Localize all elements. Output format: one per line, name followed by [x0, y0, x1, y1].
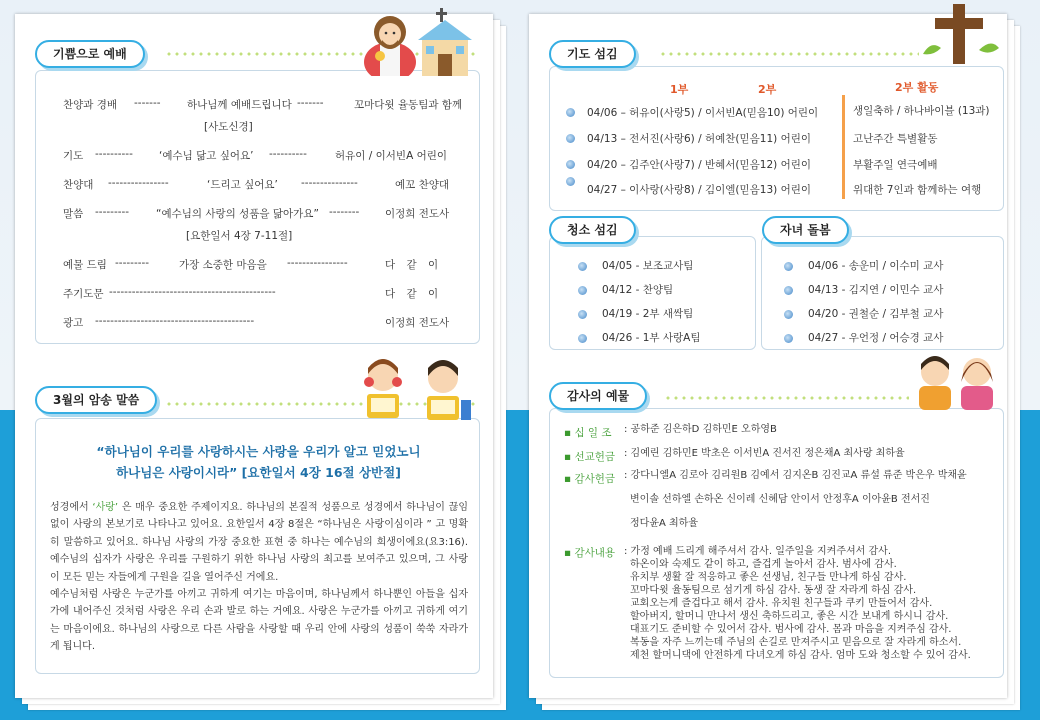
- bullet-icon: [566, 177, 575, 186]
- row-dashes: ----------------: [287, 257, 348, 269]
- jesus-church-illustration: [360, 4, 480, 76]
- column-head-1bu: 1부: [670, 83, 689, 96]
- worship-order-box: [35, 70, 480, 344]
- row-leader: 예꼬 찬양대: [395, 179, 450, 191]
- cross-illustration: [917, 4, 1003, 64]
- bullet-icon: [784, 334, 793, 343]
- row-content: ‘예수님 닮고 싶어요’: [159, 150, 254, 162]
- kids-reading-illustration: [357, 354, 477, 422]
- sermon-reference: [요한일서 4장 7-11절]: [186, 230, 293, 242]
- row-leader: 이정희 전도사: [385, 208, 450, 220]
- row-label: 찬양대: [63, 179, 94, 191]
- thanks-content-list: [624, 545, 971, 662]
- cleaning-box: [549, 236, 756, 350]
- thanks-names: 정다윤A 최하율: [630, 518, 698, 529]
- row-label: 찬양과 경배: [63, 99, 118, 111]
- row-leader: 꼬마다윗 율동팀과 함께: [354, 99, 463, 111]
- bullet-icon: [566, 160, 575, 169]
- prayer-activity: 고난주간 특별활동: [853, 133, 938, 145]
- row-dashes: ---------------: [301, 177, 358, 189]
- worship-section-title: 기쁨으로 예배: [35, 40, 145, 68]
- row-leader: 이정희 전도사: [385, 317, 450, 329]
- column-divider: [842, 95, 845, 199]
- verse-box: [35, 418, 480, 674]
- praying-kids-illustration: [911, 352, 1001, 410]
- bullet-icon: [566, 134, 575, 143]
- verse-section-title: 3월의 암송 말씀: [35, 386, 157, 414]
- prayer-box: [549, 66, 1004, 211]
- cleaning-item: 04/19 - 2부 새싹팀: [602, 308, 694, 320]
- row-dashes: ----------------: [108, 177, 169, 189]
- cleaning-item: 04/05 - 보조교사팀: [602, 260, 694, 272]
- right-page: [529, 14, 1007, 698]
- care-item: 04/13 - 김지연 / 이민수 교사: [808, 284, 944, 296]
- row-dashes: ---------: [115, 257, 150, 269]
- thanks-line: 하온이와 숙제도 같이 하고, 즐겁게 놀아서 감사. 범사에 감사.: [630, 559, 897, 570]
- row-label: 예물 드림: [63, 259, 107, 271]
- verse-explanation: [50, 499, 468, 656]
- thanks-line: 교회오는게 즐겁다고 해서 감사. 유치원 친구들과 쿠키 만들어서 감사.: [630, 598, 933, 609]
- row-dashes: ------------------------------------------: [95, 315, 255, 327]
- offering-box: [549, 408, 1004, 678]
- care-item: 04/27 - 우언정 / 어승경 교사: [808, 332, 944, 344]
- row-content: ‘드리고 싶어요’: [207, 179, 278, 191]
- offering-section-title: 감사의 예물: [549, 382, 647, 410]
- thanks-line: 제천 할머니댁에 안전하게 다녀오게 하심 감사. 엄마 도와 청소할 수 있어 감사.: [630, 650, 971, 661]
- care-box: [761, 236, 1004, 350]
- tithe-label: ▪ 십 일 조: [564, 427, 612, 439]
- care-item: 04/06 - 송운미 / 이수미 교사: [808, 260, 944, 272]
- bullet-icon: [784, 262, 793, 271]
- row-leader: 다 같 이: [385, 288, 439, 300]
- row-dashes: ----------: [95, 148, 133, 160]
- cleaning-item: 04/12 - 찬양팀: [602, 284, 674, 296]
- thanks-line: 유치부 생활 잘 적응하고 좋은 선생님, 친구들 만나게 하심 감사.: [630, 572, 907, 583]
- prayer-entry: 04/27 – 이사랑(사랑8) / 김이엘(믿음13) 어린이: [587, 184, 812, 196]
- highlight-love: ‘사랑’: [92, 502, 119, 513]
- row-content: 가장 소중한 마음을: [179, 259, 267, 271]
- thanks-label: ▪ 감사헌금: [564, 473, 616, 485]
- explanation-paragraph-2: 예수님처럼 사랑은 누군가를 아끼고 귀하게 여기는 마음이며, 하나님께서 하나뿐인 아들을 십자가에 내어주신 것처럼 사랑은 우리 손과 발로 하는 거예요. 사랑은 누군가를 아끼고 귀하게 여기는 마음이에요. 하나님의 사랑으로 다른 사람을 사랑할 때 우리 안에 사랑의 성품이 쑥쑥 자라가게 됩니다.: [50, 589, 468, 653]
- mission-label: ▪ 선교헌금: [564, 451, 616, 463]
- memory-verse: [56, 441, 461, 483]
- row-dashes: --------: [329, 206, 360, 218]
- row-label: 주기도문: [63, 288, 104, 300]
- prayer-entry: 04/13 – 전서진(사랑6) / 허예찬(믿음11) 어린이: [587, 133, 812, 145]
- column-head-activity: 2부 활동: [895, 81, 939, 94]
- tithe-names: : 공하준 김은하D 김하민E 오하영B: [624, 424, 777, 435]
- verse-line: “하나님이 우리를 사랑하시는 사랑을 우리가 알고 믿었노니: [96, 444, 421, 459]
- thanks-names: : 강다니엘A 김로아 김리원B 김예서 김지온B 김진교A 류설 류준 박은우 박채윤: [624, 470, 967, 481]
- row-dashes: --------------------------------------------: [109, 286, 276, 298]
- dotted-divider: [659, 50, 919, 58]
- para-text: 은 매우 중요한 주제이지요. 하나님의 본질적 성품으로 성경에서 하나님이 끊임없이 사랑의 본보기로 나타나고 있어요. 요한일서 4장 8절은 “하나님은 사랑이심이라 ” 고 명확히 말씀하고 있어요. 하나님 사랑의 가장 중요한 표현 중 하나는 예수님의 희생이에요(요3:16). 예수님의 십자가 사랑은 우리를 구원하기 위한 하나님 사랑의 최고를 보여주고 있으며, 그 사랑이 모든 믿는 자들에게 구원을 길을 열어주신 거에요.: [50, 502, 468, 583]
- row-content: 하나님께 예배드립니다: [187, 99, 292, 111]
- bullet-icon: [578, 262, 587, 271]
- verse-line: 하나님은 사랑이시라” [요한일서 4장 16절 상반절]: [116, 465, 401, 480]
- thanks-line: 할아버지, 할머니 만나서 생신 축하드리고, 좋은 시간 보내게 하시니 감사.: [630, 611, 949, 622]
- row-leader: 허유이 / 이서빈A 어린이: [335, 150, 448, 162]
- thanks-line: : 가정 예배 드리게 해주셔서 감사. 일주일을 지켜주셔서 감사.: [624, 546, 891, 557]
- para-text: 성경에서: [50, 502, 93, 513]
- bullet-icon: [578, 334, 587, 343]
- dotted-divider: [664, 394, 909, 402]
- prayer-entry: 04/06 – 허유이(사랑5) / 이서빈A(믿음10) 어린이: [587, 107, 819, 119]
- thanks-names: 변이솔 선하엘 손하온 신이레 신혜담 안이서 안정후A 이아윤B 전서진: [630, 494, 930, 505]
- bullet-icon: [566, 108, 575, 117]
- thanks-line: 복동을 자주 느끼는데 주님의 손길로 만져주시고 믿음으로 잘 자라게 하소서.: [630, 637, 962, 648]
- apostles-creed: [사도신경]: [204, 121, 253, 133]
- cleaning-item: 04/26 - 1부 사랑A팀: [602, 332, 701, 344]
- row-label: 기도: [63, 150, 84, 162]
- bullet-icon: [578, 310, 587, 319]
- bullet-icon: [784, 286, 793, 295]
- prayer-activity: 부활주일 연극예배: [853, 159, 938, 171]
- bullet-icon: [784, 310, 793, 319]
- left-page: [15, 14, 493, 698]
- cleaning-section-title: 청소 섬김: [549, 216, 636, 244]
- column-head-2bu: 2부: [758, 83, 777, 96]
- row-leader: 다 같 이: [385, 259, 439, 271]
- prayer-activity: 위대한 7인과 함께하는 여행: [853, 184, 982, 196]
- row-label: 말씀: [63, 208, 84, 220]
- prayer-activity: 생일축하 / 하나바이블 (13과): [853, 105, 990, 117]
- thanks-content-label: ▪ 감사내용: [564, 547, 616, 559]
- row-content: “예수님의 사랑의 성품을 닮아가요”: [156, 208, 319, 220]
- row-label: 광고: [63, 317, 84, 329]
- bullet-icon: [578, 286, 587, 295]
- row-dashes: -------: [297, 97, 324, 109]
- thanks-line: 꼬마다윗 율동팀으로 섬기게 하심 감사. 동생 잘 자라게 하심 감사.: [630, 585, 917, 596]
- prayer-section-title: 기도 섬김: [549, 40, 636, 68]
- mission-names: : 김예린 김하민E 박초은 이서빈A 진서진 정은채A 최사랑 최하율: [624, 448, 905, 459]
- care-section-title: 자녀 돌봄: [762, 216, 849, 244]
- care-item: 04/20 - 권철순 / 김부철 교사: [808, 308, 944, 320]
- explanation-paragraph-1: [50, 499, 468, 586]
- row-dashes: ----------: [269, 148, 307, 160]
- row-dashes: ---------: [95, 206, 130, 218]
- prayer-entry: 04/20 – 김주안(사랑7) / 반혜서(믿음12) 어린이: [587, 159, 812, 171]
- thanks-line: 대표기도 준비할 수 있어서 감사. 범사에 감사. 몸과 마음을 지켜주심 감사.: [630, 624, 952, 635]
- row-dashes: -------: [134, 97, 161, 109]
